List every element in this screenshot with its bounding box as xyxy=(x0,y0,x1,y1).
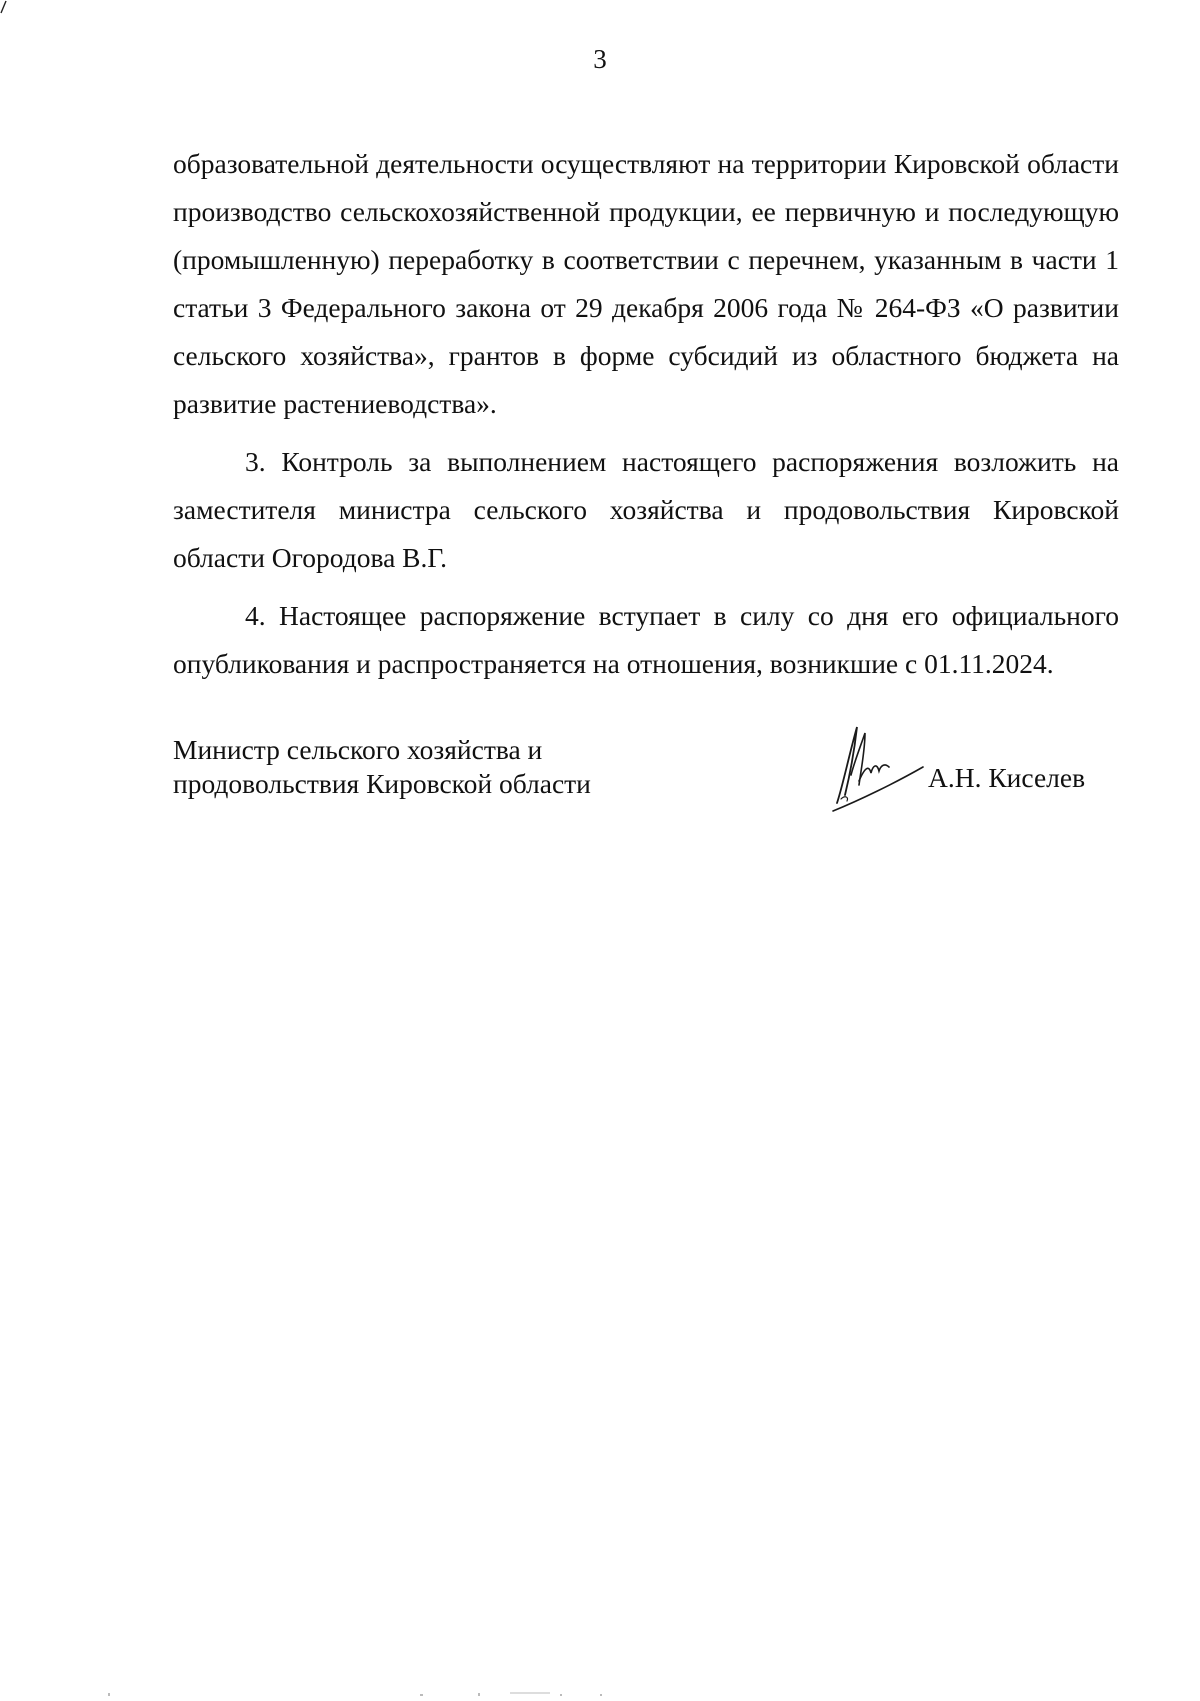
handwritten-signature xyxy=(815,715,925,815)
scan-bottom-edge xyxy=(0,1688,1200,1701)
paragraph-4-effective-date: 4. Настоящее распоряжение вступает в силу со дня его официального опубликования и распространяется на отношения, возникшие с 01.11.2024. xyxy=(173,600,1119,679)
signatory-position xyxy=(173,733,591,801)
paragraph-continuation: образовательной деятельности осуществляют на территории Кировской области производство сельскохозяйственной продукции, ее первичную и последующую (промышленную) переработку в соответствии с перечнем, указанным в части 1 статьи 3 Федерального закона от 29 декабря 2006 года № 264-ФЗ «О развитии сельского хозяйства», грантов в форме субсидий из областного бюджета на развитие растениеводства». xyxy=(173,148,1119,419)
document-body xyxy=(173,140,1119,688)
position-line-1: Министр сельского хозяйства и xyxy=(173,734,543,765)
position-line-2: продовольствия Кировской области xyxy=(173,768,591,799)
page-number: 3 xyxy=(593,44,607,74)
scan-artifact xyxy=(0,0,8,14)
paragraph-3-control: 3. Контроль за выполнением настоящего распоряжения возложить на заместителя министра сельского хозяйства и продовольствия Кировской области Огородова В.Г. xyxy=(173,446,1119,573)
signer-name: А.Н. Киселев xyxy=(928,762,1086,793)
